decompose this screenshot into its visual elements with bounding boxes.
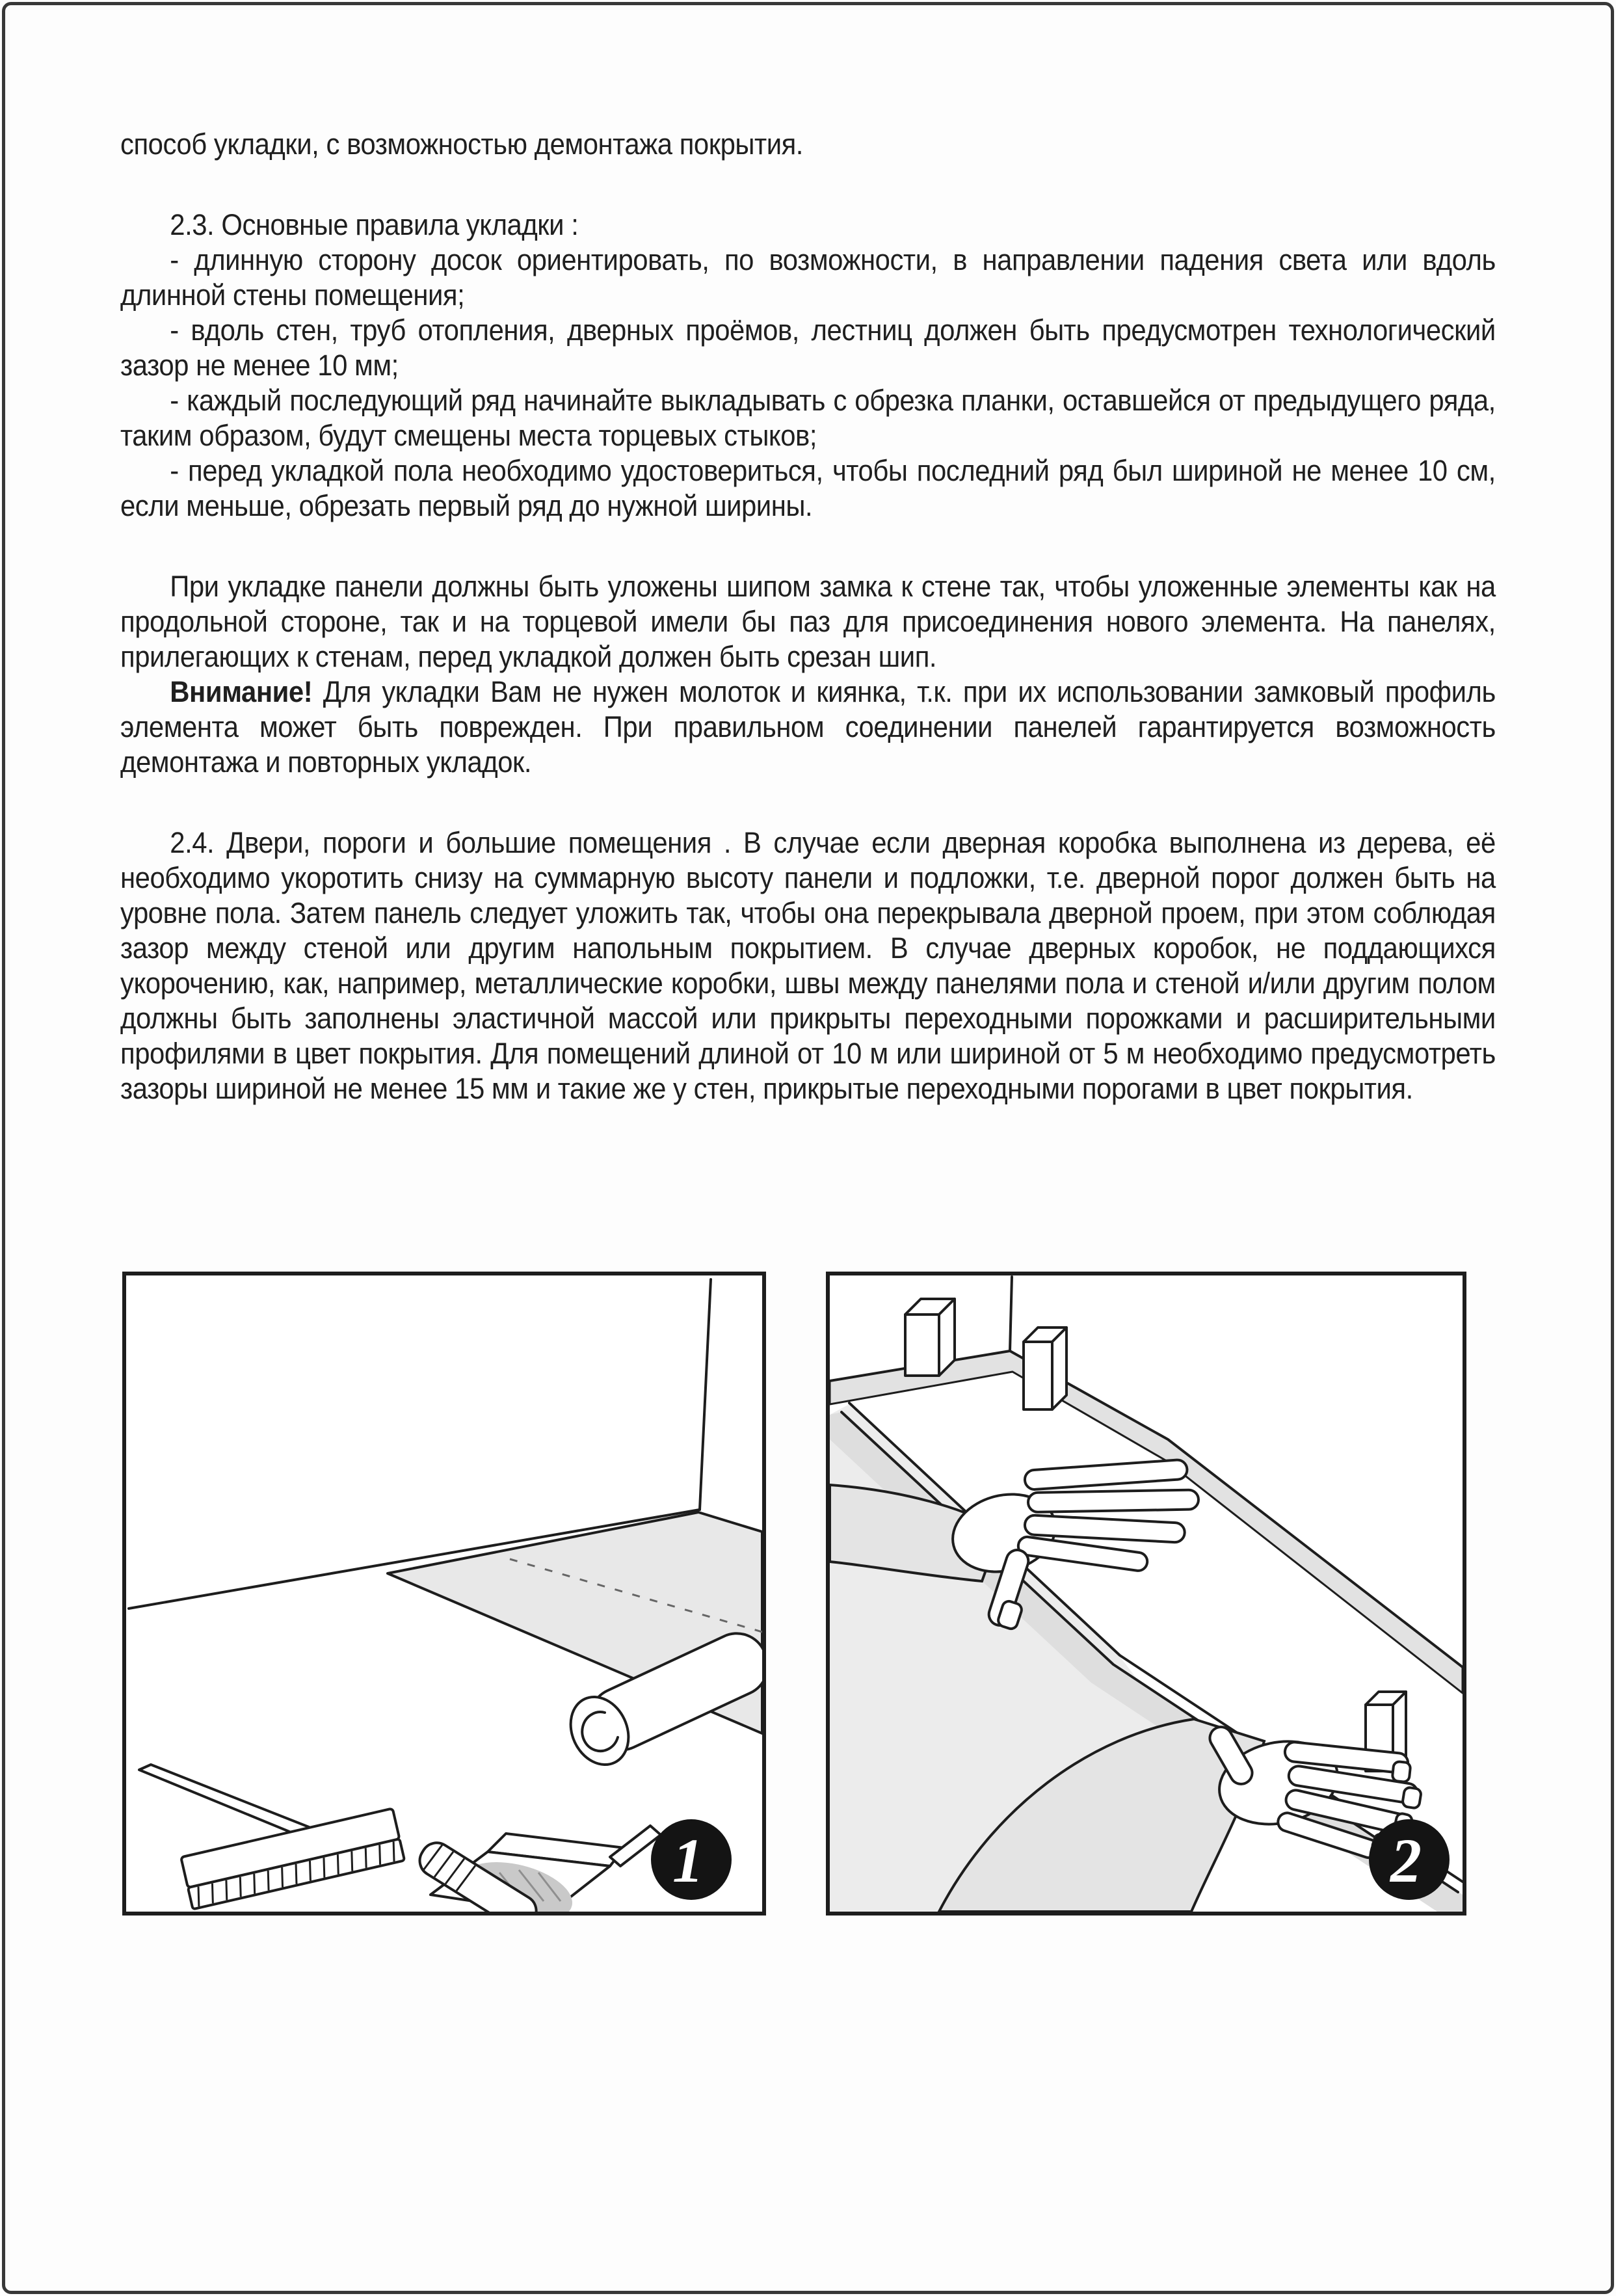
illustration-1-svg [126,1275,762,1912]
broom-icon [139,1765,404,1909]
warning-label: Внимание! [170,675,313,708]
section-2-3-heading: 2.3. Основные правила укладки : [170,208,579,241]
warning-paragraph [120,674,1496,780]
paragraph-continued: способ укладки, с возможностью демонтажа покрытия. [120,127,803,161]
bullet-gap: - вдоль стен, труб отопления, дверных проёмов, лестниц должен быть предусмотрен технологический зазор не менее 10 мм; [120,314,1496,382]
bullet-offcut: - каждый последующий ряд начинайте выкладывать с обрезка планки, оставшейся от предыдущего ряда, таким образом, будут смещены места торцевых стыков; [120,384,1496,452]
spacer-wedge-icon [905,1299,955,1376]
spacer-wedge-icon [1024,1328,1066,1409]
step-1-badge [651,1819,732,1900]
figure-1 [122,1272,766,1916]
bullet-last-row: - перед укладкой пола необходимо удостовериться, чтобы последний ряд был шириной не менее 10 см, если меньше, обрезать первый ряд до нужной ширины. [120,454,1496,522]
section-2-4-paragraph: 2.4. Двери, пороги и большие помещения . В случае если дверная коробка выполнена из дерева, её необходимо укоротить снизу на суммарную высоту панели и подложки, т.е. дверной порог должен быть на уровне пола. Затем панель следует уложить так, чтобы она перекрывала дверной проем, при этом соблюдая зазор между стеной или другим напольным покрытием. В случае дверных коробок, не поддающихся укорочению, как, например, металлические коробки, швы между панелями пола и стеной и/или другим полом должны быть заполнены эластичной массой или прикрыты переходными порожками и расширительными профилями в цвет покрытия. Для помещений длиной от 10 м или шириной от 5 м необходимо предусмотреть зазоры шириной не менее 15 мм и такие же у стен, прикрытые переходными порогами в цвет покрытия. [120,826,1496,1105]
figure-2 [826,1272,1466,1916]
warning-text: Для укладки Вам не нужен молоток и киянка, т.к. при их использовании замковый профиль элемента может быть поврежден. При правильном соединении панелей гарантируется возможность демонтажа и повторных укладок. [120,675,1496,779]
step-1-number: 1 [672,1826,704,1895]
illustration-2-svg [830,1275,1463,1912]
fingernail-icon [1402,1787,1422,1809]
bullet-long-side: - длинную сторону досок ориентировать, по возможности, в направлении падения света или вдоль длинной стены помещения; [120,243,1496,312]
text-block [120,0,1496,1106]
step-2-number: 2 [1390,1826,1422,1895]
step-2-badge [1369,1819,1450,1900]
fingernail-icon [1392,1761,1411,1783]
paragraph-laying: При укладке панели должны быть уложены шипом замка к стене так, чтобы уложенные элементы как на продольной стороне, так и на торцевой имели бы паз для присоединения нового элемента. На панелях, прилегающих к стенам, перед укладкой должен быть срезан шип. [120,570,1496,673]
